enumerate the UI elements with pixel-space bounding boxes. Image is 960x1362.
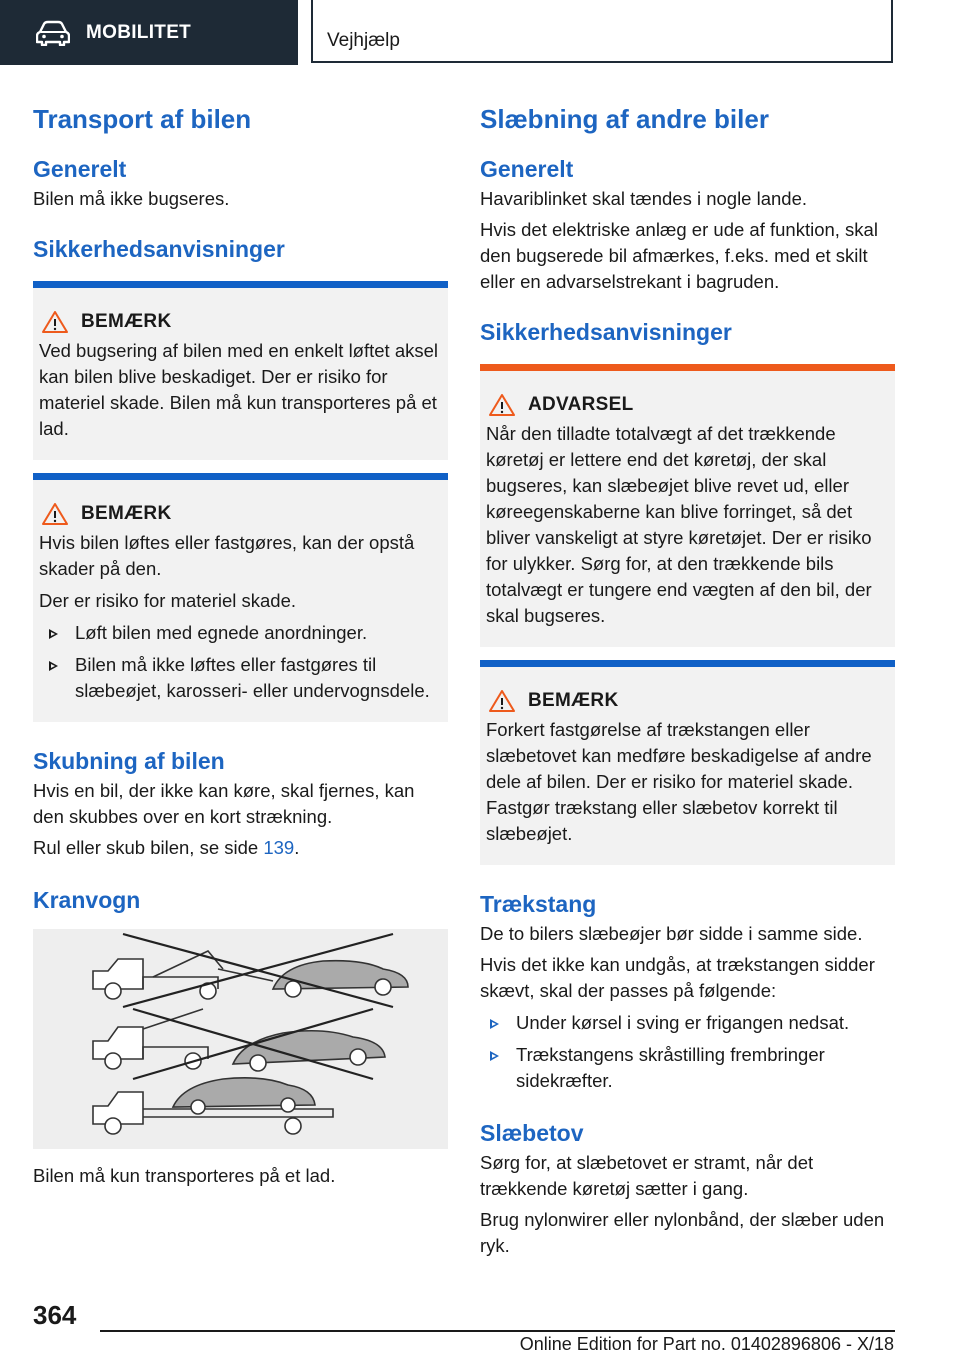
warning-text: Når den tilladte totalvægt af det trækkende køretøj er lettere end det køretøj, der skal bugseres, kan slæbeøjet blive revet ud, eller køreegenskaberne kan blive forringet, så det bliver vanskeligt at styre køretøjet. Der er risiko for ulykker. Sørg for, at den trækkende bils totalvægt er tungere end vægten af den bil, der skal bugseres. [486, 423, 872, 626]
towbar-text-1: De to bilers slæbeøjer bør sidde i samme side. [480, 923, 863, 944]
right-general-text-2: Hvis det elektriske anlæg er ude af funktion, skal den bugserede bil afmærkes, f.eks. med et skilt eller en advarselstrekant i bagruden. [480, 219, 878, 292]
right-column [480, 100, 895, 1259]
note-box-2 [33, 473, 448, 722]
push-text-2: Rul eller skub bilen, se side 139. [33, 837, 300, 858]
push-heading: Skubning af bilen [33, 748, 225, 774]
tow-truck-figure [33, 929, 448, 1149]
page-number: 364 [33, 1300, 77, 1330]
note-3-label: BEMÆRK [528, 690, 619, 711]
note-3-text: Forkert fastgørelse af trækstangen eller slæbetovet kan medføre beskadigelse af andre dele af bilen. Der er risiko for materiel skade. Fastgør trækstang eller slæbetov korrekt til slæbeøjet. [486, 719, 872, 844]
note-1-label: BEMÆRK [81, 311, 172, 332]
note-2-label: BEMÆRK [81, 503, 172, 524]
warning-triangle-icon [41, 310, 69, 334]
left-general-heading: Generelt [33, 156, 127, 182]
right-title: Slæbning af andre biler [480, 104, 769, 134]
right-general-text-1: Havariblinket skal tændes i nogle lande. [480, 188, 808, 209]
rope-text-2: Brug nylonwirer eller nylonbånd, der slæber uden ryk. [480, 1209, 885, 1256]
section-label: MOBILITET [86, 21, 192, 43]
chapter-header [311, 0, 893, 63]
warning-box [480, 364, 895, 647]
rope-heading: Slæbetov [480, 1120, 584, 1146]
left-general-text: Bilen må ikke bugseres. [33, 188, 230, 209]
crane-caption: Bilen må kun transporteres på et lad. [33, 1165, 336, 1186]
car-icon [36, 20, 70, 46]
note-1-header [39, 310, 440, 334]
footer-divider [100, 1330, 895, 1332]
note-3-header [486, 689, 887, 713]
chapter-title: Vejhjælp [327, 30, 400, 51]
left-safety-heading: Sikkerhedsanvisninger [33, 236, 285, 262]
warning-triangle-icon [41, 502, 69, 526]
page-link[interactable]: 139 [263, 837, 295, 858]
note-2-text-2: Der er risiko for materiel skade. [39, 590, 297, 611]
warning-header [486, 393, 887, 417]
towbar-heading: Trækstang [480, 891, 597, 917]
section-tab[interactable] [0, 0, 298, 65]
crane-heading: Kranvogn [33, 887, 141, 913]
note-box-1 [33, 281, 448, 460]
note-2-list [39, 620, 440, 704]
push-text-1: Hvis en bil, der ikke kan køre, skal fjernes, kan den skubbes over en kort strækning. [33, 780, 415, 827]
footer-edition: Online Edition for Part no. 01402896806 - X/18 [519, 1334, 894, 1354]
right-general-heading: Generelt [480, 156, 574, 182]
left-title: Transport af bilen [33, 104, 252, 134]
list-item: Trækstangens skråstilling frembringer sidekræfter. [480, 1042, 895, 1094]
list-item: Bilen må ikke løftes eller fastgøres til slæbeøjet, karosseri- eller undervognsdele. [39, 652, 440, 704]
right-safety-heading: Sikkerhedsanvisninger [480, 319, 732, 345]
left-column [33, 100, 448, 1189]
towbar-text-2: Hvis det ikke kan undgås, at trækstangen sidder skævt, skal der passes på følgende: [480, 954, 875, 1001]
note-2-text-1: Hvis bilen løftes eller fastgøres, kan der opstå skader på den. [39, 532, 415, 579]
towbar-list [480, 1010, 895, 1094]
warning-triangle-icon [488, 393, 516, 417]
note-1-text: Ved bugsering af bilen med en enkelt løftet aksel kan bilen blive beskadiget. Der er risiko for materiel skade. Bilen må kun transporteres på et lad. [39, 340, 439, 439]
tow-truck-illustration [33, 929, 448, 1149]
list-item: Under kørsel i sving er frigangen nedsat. [480, 1010, 895, 1036]
note-2-header [39, 502, 440, 526]
note-box-3 [480, 660, 895, 865]
list-item: Løft bilen med egnede anordninger. [39, 620, 440, 646]
rope-text-1: Sørg for, at slæbetovet er stramt, når det trækkende køretøj sætter i gang. [480, 1152, 814, 1199]
warning-label: ADVARSEL [528, 394, 634, 415]
warning-triangle-icon [488, 689, 516, 713]
